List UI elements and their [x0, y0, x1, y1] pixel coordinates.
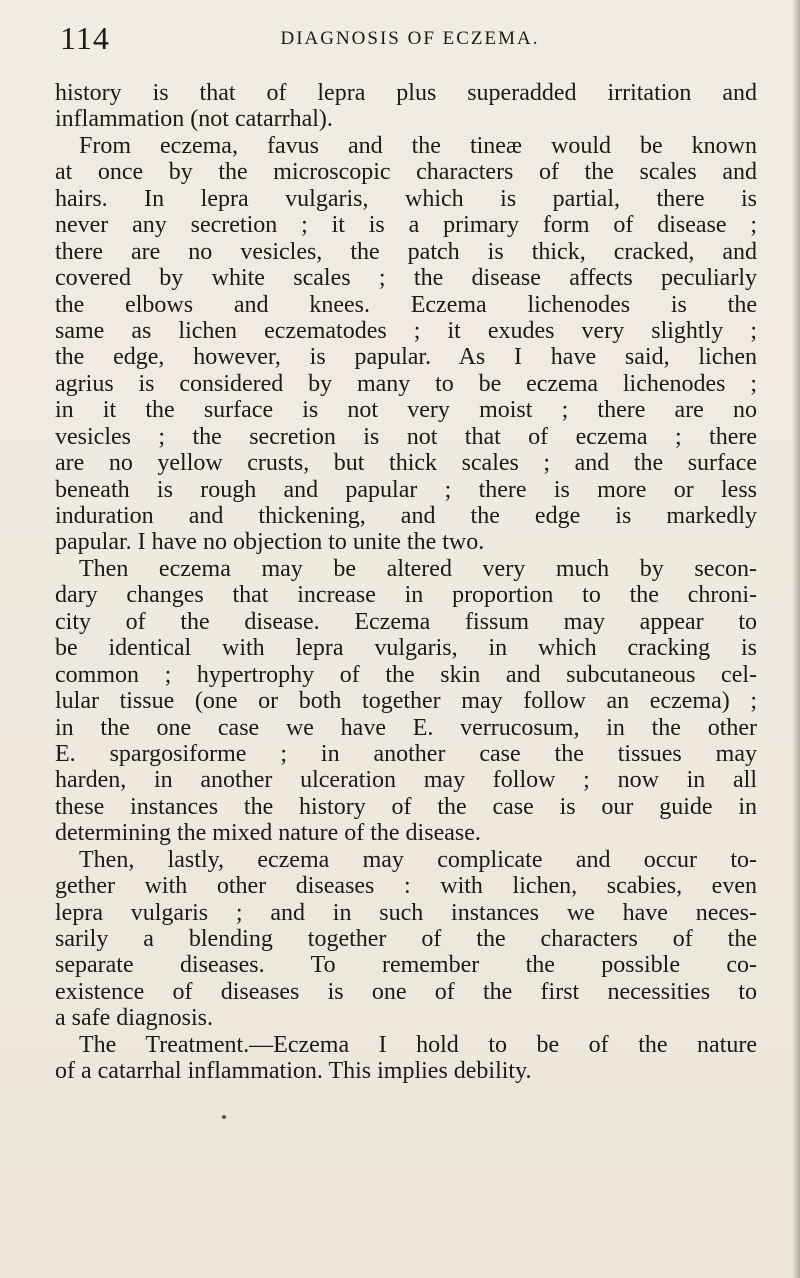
text-line: determining the mixed nature of the disease. — [55, 820, 481, 847]
text-line: separate diseases. To remember the possible co- — [55, 952, 757, 979]
paragraph-start-line: From eczema, favus and the tineæ would be known — [79, 132, 757, 159]
text-line: be identical with lepra vulgaris, in which cracking is — [55, 635, 757, 662]
text-line: vesicles ; the secretion is not that of eczema ; there — [55, 423, 757, 450]
text-line: induration and thickening, and the edge is markedly — [55, 503, 757, 529]
text-line: common ; hypertrophy of the skin and subcutaneous cel- — [55, 661, 757, 688]
page-header — [60, 20, 760, 60]
text-line: sarily a blending together of the characters of the — [55, 926, 757, 952]
text-line: the edge, however, is papular. As I have said, lichen — [55, 344, 757, 371]
print-speck — [222, 1115, 226, 1119]
text-line: hairs. In lepra vulgaris, which is partial, there is — [55, 185, 757, 212]
text-line: of a catarrhal inflammation. This implies debility. — [55, 1058, 532, 1085]
text-line: lular tissue (one or both together may follow an eczema) ; — [55, 688, 757, 715]
text-line: beneath is rough and papular ; there is more or less — [55, 476, 757, 503]
page-number: 114 — [60, 20, 110, 56]
running-head: DIAGNOSIS OF ECZEMA. — [280, 28, 540, 49]
text-line: are no yellow crusts, but thick scales ; and the surface — [55, 450, 757, 477]
page-edge-shadow — [792, 0, 800, 1278]
text-line: at once by the microscopic characters of the scales and — [55, 159, 757, 186]
body-text — [55, 80, 757, 1085]
text-line: there are no vesicles, the patch is thick, cracked, and — [55, 238, 757, 265]
text-line: dary changes that increase in proportion to the chroni- — [55, 582, 757, 609]
text-line: E. spargosiforme ; in another case the tissues may — [55, 740, 757, 767]
paragraph-start-line: Then, lastly, eczema may complicate and occur to- — [79, 846, 757, 873]
text-line: gether with other diseases : with lichen, scabies, even — [55, 873, 757, 900]
text-line: the elbows and knees. Eczema lichenodes is the — [55, 291, 757, 318]
text-line: papular. I have no objection to unite the two. — [55, 529, 485, 556]
text-line: city of the disease. Eczema fissum may appear to — [55, 608, 757, 635]
text-line: existence of diseases is one of the first necessities to — [55, 978, 757, 1005]
text-line: harden, in another ulceration may follow ; now in all — [55, 767, 757, 794]
paragraph-start-line: Then eczema may be altered very much by secon- — [79, 555, 757, 582]
text-line: a safe diagnosis. — [55, 1005, 213, 1032]
text-line: history is that of lepra plus superadded irritation and — [55, 80, 757, 106]
text-line: same as lichen eczematodes ; it exudes very slightly ; — [55, 317, 757, 344]
text-line: agrius is considered by many to be eczema lichenodes ; — [55, 370, 757, 397]
text-line: lepra vulgaris ; and in such instances we have neces- — [55, 899, 757, 926]
text-line: inflammation (not catarrhal). — [55, 106, 333, 133]
text-line: never any secretion ; it is a primary form of disease ; — [55, 212, 757, 239]
text-line: covered by white scales ; the disease affects peculiarly — [55, 265, 757, 292]
treatment-heading-line: The Treatment.—Eczema I hold to be of the nature — [79, 1031, 757, 1058]
text-line: in it the surface is not very moist ; there are no — [55, 397, 757, 424]
text-line: these instances the history of the case is our guide in — [55, 793, 757, 820]
text-line: in the one case we have E. verrucosum, in the other — [55, 714, 757, 741]
